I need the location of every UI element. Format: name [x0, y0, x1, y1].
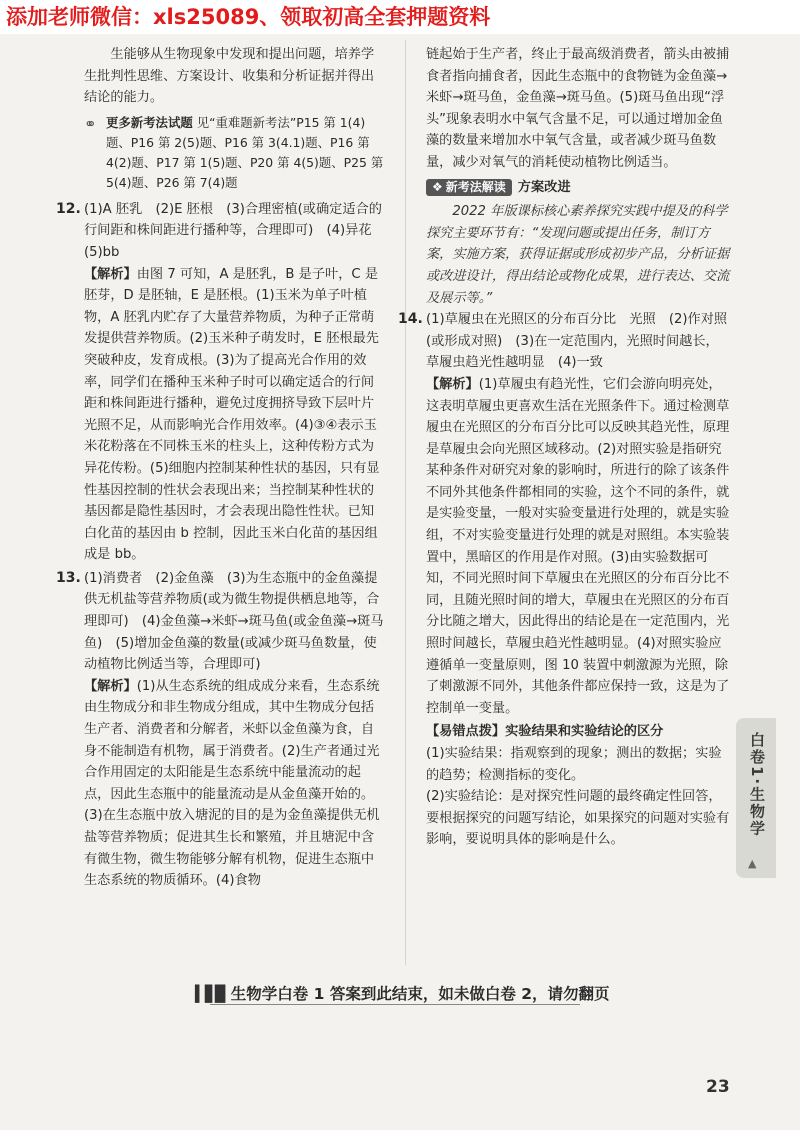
right-column — [398, 44, 731, 851]
tip-conclusion: (2)实验结论：是对探究性问题的最终确定性回答，要根据探究的问题写结论，如果探究的问题对实验有影响，要说明具体的影响是什么。 — [426, 789, 730, 848]
bar-chart-icon: ▍▋▉ — [195, 985, 225, 1003]
footer-note — [195, 982, 610, 1004]
question-answer: (1)草履虫在光照区的分布百分比 光照 (2)作对照(或形成对照) (3)在一定范围内，光照时间越长，草履虫趋光性越明显 (4)一致 — [426, 312, 728, 371]
analysis-text: (1)草履虫有趋光性，它们会游向明亮处，这表明草履虫更喜欢生活在光照条件下。通过检测草履虫在光照区的分布百分比可以反映其趋光性，原理是草履虫会向光照区域移动。(2)对照实验是指研究某种条件对研究对象的影响时，所进行的除了该条件不同外其他条件都相同的实验，这个不同的条件，就是实验变量，一般对实验变量进行处理的，就是实验组，不对实验变量进行处理的就是对照组。本实验装置中，黑暗区的作用是作对照。(3)由实验数据可知，不同光照时间下草履虫在光照区的分布百分比不同，且随光照时间的增大，草履虫在光照区的分布百分比随之增大，因此得出的结论是在一定范围内，光照时间越长，草履虫趋光性越明显。(4)对照实验应遵循单一变量原则，图 10 装置中刺激源为光照，除了刺激源不同外，其他条件都应保持一致，这是为了控制单一变量。 — [426, 376, 730, 716]
tip-heading — [426, 721, 731, 743]
analysis-text: 由图 7 可知，A 是胚乳，B 是子叶，C 是胚芽，D 是胚轴，E 是胚根。(1)玉米为单子叶植物，A 胚乳内贮存了大量营养物质，为种子正常萌发提供营养物质。(2)玉米种子萌发时，E 胚根最先突破种皮，发育成根。(3)为了提高光合作用的效率，同学们在播种玉米种子时可以确定适合的行间距和株间距进行播种，避免过度拥挤导致下层叶片光照不足，从而影响光合作用效率。(4)③④表示玉米花粉落在不同株玉米的柱头上，这种传粉方式为异花传粉。(5)细胞内控制某种性状的基因，只有显性基因控制的性状会表现出来；当控制某种性状的基因都是隐性基因时，才会表现出隐性性状。已知白化苗的基因由 b 控制，因此玉米白化苗的基因组成是 bb。 — [84, 266, 380, 563]
interpret-title: 方案改进 — [517, 179, 571, 195]
interpret-text: 2022 年版课标核心素养探究实践中提及的科学探究主要环节有：“发现问题或提出任务，制订方案，实施方案，获得证据或形成初步产品，分析证据或改进设计，得出结论或物化成果，进行表达、交流及展示等。” — [426, 204, 730, 306]
interpret-pill: ❖ 新考法解读 — [426, 179, 512, 196]
question-number: 14. — [398, 311, 423, 328]
side-tab-label: 白卷1·生物学 — [748, 732, 766, 838]
question-analysis — [84, 676, 384, 892]
question-analysis — [426, 374, 731, 720]
side-tab — [736, 718, 776, 878]
left-column — [56, 44, 385, 894]
more-questions-text: 见“重难题新考法”P15 第 1(4)题、P16 第 2(5)题、P16 第 3(4.1)题、P16 第 4(2)题、P17 第 1(5)题、P20 第 4(5)题、P25 第 5(4)题、P26 第 7(4)题 — [106, 114, 384, 190]
question-number: 13. — [56, 569, 81, 586]
link-icon: ⚭ — [84, 114, 97, 133]
question-analysis — [84, 264, 384, 566]
question-14 — [398, 309, 731, 719]
triangle-up-icon: ▲ — [748, 857, 757, 870]
question-answer: (1)消费者 (2)金鱼藻 (3)为生态瓶中的金鱼藻提供无机盐等营养物质(或为微生物提供栖息地等，合理即可) (4)金鱼藻→米虾→斑马鱼(或金鱼藻→斑马鱼) (5)增加金鱼藻的数量(或减少斑马鱼数量，使动植物比例适当等，合理即可) — [84, 570, 384, 673]
question-13 — [56, 568, 384, 892]
lightbulb-icon: ❖ — [432, 179, 443, 194]
analysis-label: 【解析】 — [84, 678, 137, 694]
intro-paragraph: 生能够从生物现象中发现和提出问题，培养学生批判性思维、方案设计、收集和分析证据并得出结论的能力。 — [84, 47, 375, 106]
tip-result: (1)实验结果：指观察到的现象；测出的数据；实验的趋势；检测指标的变化。 — [426, 746, 722, 783]
tip-title: 实验结果和实验结论的区分 — [505, 724, 664, 740]
column-divider — [405, 40, 406, 965]
question-number: 12. — [56, 200, 81, 217]
footer-text: 生物学白卷 1 答案到此结束，如未做白卷 2，请勿翻页 — [230, 985, 610, 1003]
promo-banner: 添加老师微信：xls25089、领取初高全套押题资料 — [0, 0, 800, 34]
page-number: 23 — [706, 1077, 730, 1097]
footer-underline — [210, 1004, 580, 1005]
question-12 — [56, 199, 385, 566]
question-answer: (1)A 胚乳 (2)E 胚根 (3)合理密植(或确定适合的行间距和株间距进行播种等，合理即可) (4)异花 (5)bb — [84, 201, 385, 260]
continued-analysis: 链起始于生产者，终止于最高级消费者，箭头由被捕食者指向捕食者，因此生态瓶中的食物链为金鱼藻→米虾→斑马鱼，金鱼藻→斑马鱼。(5)斑马鱼出现“浮头”现象表明水中氧气含量不足，可以通过增加金鱼藻的数量来增加水中氧气含量，或者减少斑马鱼数量，减少对氧气的消耗使动植物比例适当。 — [426, 47, 730, 170]
analysis-label: 【解析】 — [426, 376, 479, 392]
analysis-text: (1)从生态系统的组成成分来看，生态系统由生物成分和非生物成分组成，其中生物成分包括生产者、消费者和分解者，米虾以金鱼藻为食，自身不能制造有机物，属于消费者。(2)生产者通过光合作用固定的太阳能是生态系统中能量流动的起点，因此生态瓶中的能量流动是从金鱼藻开始的。(3)在生态瓶中放入塘泥的目的是为金鱼藻提供无机盐等营养物质；促进其生长和繁殖，并且塘泥中含有微生物，微生物能够分解有机物，促进生态瓶中生态系统的物质循环。(4)食物 — [84, 678, 380, 889]
interpret-header — [426, 177, 731, 199]
analysis-label: 【解析】 — [84, 266, 137, 282]
tip-label: 【易错点拨】 — [426, 724, 506, 740]
more-questions-title: 更多新考法试题 — [106, 114, 193, 130]
more-questions-box — [84, 113, 384, 193]
